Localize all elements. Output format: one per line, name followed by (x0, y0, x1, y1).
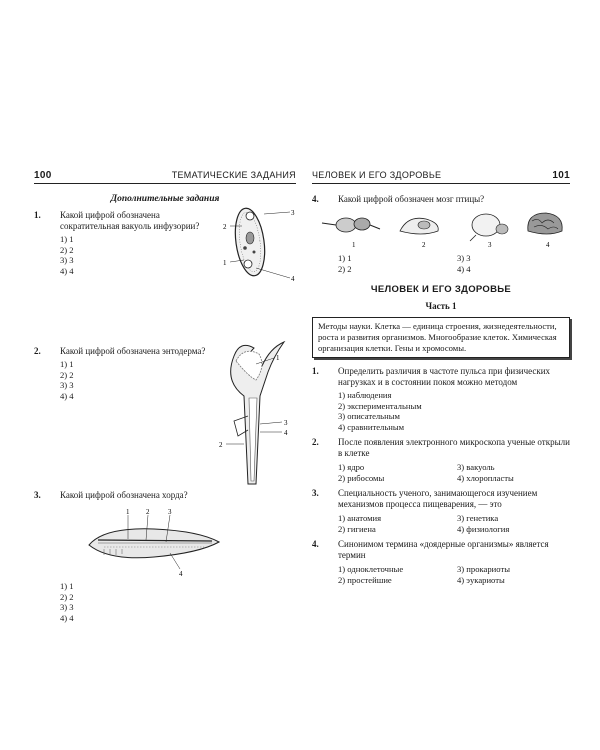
question-text: Какой цифрой обозначена энтодерма? (60, 346, 206, 356)
right-page-header (312, 170, 570, 184)
option[interactable]: 1) наблюдения (338, 390, 392, 400)
brain-3-icon (470, 214, 508, 241)
figure-label: 2 (422, 241, 426, 249)
subheading: Дополнительные задания (110, 194, 220, 204)
option[interactable]: 3) 3 (457, 253, 471, 263)
brains-figure (316, 209, 566, 251)
brain-1-icon (322, 218, 380, 232)
option[interactable]: 4) 4 (60, 390, 74, 401)
question-text: Какой цифрой обозначена хорда? (60, 490, 188, 500)
figure-label: 1 (126, 508, 130, 516)
question-number: 4. (312, 539, 319, 549)
running-header: ЧЕЛОВЕК И ЕГО ЗДОРОВЬЕ (312, 170, 442, 180)
option[interactable]: 1) 1 (60, 359, 74, 369)
figure-label: 2 (223, 223, 227, 231)
option[interactable]: 4) 4 (457, 263, 471, 274)
topic-box: Методы науки. Клетка — единица строения, жизнедеятельности, роста и развития организмов. Многообразие клеток. Химическая организация клетки. Гены и хромосомы. (312, 317, 570, 358)
answer-options (338, 390, 570, 432)
lancelet-figure (84, 507, 224, 577)
answer-options (338, 462, 570, 483)
answer-options (338, 564, 570, 585)
figure-label: 3 (291, 209, 295, 217)
option[interactable]: 3) генетика (457, 513, 499, 523)
question-text: Определить различия в частоте пульса при физических нагрузках и в состоянии покоя можно методом (338, 366, 551, 387)
part-title: Часть 1 (425, 301, 457, 311)
answer-options (338, 513, 570, 534)
option[interactable]: 4) 4 (60, 612, 74, 623)
option[interactable]: 3) описательным (338, 411, 400, 421)
option[interactable]: 2) экспериментальным (338, 400, 422, 411)
question-1 (312, 366, 570, 432)
option[interactable]: 2) 2 (60, 244, 74, 255)
option[interactable]: 1) 1 (60, 234, 74, 244)
figure-label: 1 (276, 354, 280, 362)
hydra-figure (204, 336, 294, 486)
question-text: Какой цифрой обозначена сократительная вакуоль инфузории? (60, 210, 200, 231)
brain-2-icon (400, 218, 438, 234)
figure-label: 1 (223, 259, 227, 267)
question-number: 1. (34, 210, 41, 220)
figure-label: 4 (546, 241, 550, 249)
figure-label: 4 (291, 275, 295, 282)
figure-label: 1 (352, 241, 356, 249)
option[interactable]: 2) гигиена (338, 523, 376, 534)
option[interactable]: 4) 4 (60, 265, 74, 276)
right-page (312, 170, 570, 590)
question-bird-brain (312, 194, 570, 205)
figure-label: 3 (488, 241, 492, 249)
paramecium-figure (220, 202, 300, 282)
question-text: Какой цифрой обозначен мозг птицы? (338, 194, 485, 204)
option[interactable]: 3) вакуоль (457, 462, 495, 472)
question-text: Синонимом термина «доядерные организмы» является термин (338, 539, 549, 560)
option[interactable]: 3) 3 (60, 380, 74, 390)
question-2 (34, 346, 296, 476)
question-3 (34, 490, 296, 630)
option[interactable]: 2) простейшие (338, 574, 392, 585)
page-number: 100 (34, 170, 52, 181)
question-number: 1. (312, 366, 319, 376)
option[interactable]: 4) физиология (457, 523, 510, 534)
answer-options (60, 581, 296, 623)
option[interactable]: 1) одноклеточные (338, 564, 404, 574)
question-number: 4. (312, 194, 319, 204)
figure-label: 3 (168, 508, 172, 516)
figure-label: 4 (179, 570, 183, 577)
question-number: 2. (34, 346, 41, 356)
option[interactable]: 1) ядро (338, 462, 365, 472)
question-1 (34, 210, 296, 306)
option[interactable]: 2) 2 (338, 263, 352, 274)
option[interactable]: 1) анатомия (338, 513, 382, 523)
option[interactable]: 4) сравнительным (338, 421, 405, 432)
question-number: 2. (312, 437, 319, 447)
section-title: ЧЕЛОВЕК И ЕГО ЗДОРОВЬЕ (370, 284, 512, 295)
question-3 (312, 488, 570, 534)
question-4 (312, 539, 570, 585)
brain-4-icon (528, 213, 562, 234)
question-text: После появления электронного микроскопа ученые открыли в клетке (338, 437, 570, 458)
option[interactable]: 2) рибосомы (338, 472, 385, 483)
left-page (34, 170, 296, 630)
figure-label: 3 (284, 419, 288, 427)
option[interactable]: 4) хлоропласты (457, 472, 514, 483)
question-2 (312, 437, 570, 483)
option[interactable]: 3) прокариоты (457, 564, 510, 574)
page-number: 101 (552, 170, 570, 181)
option[interactable]: 2) 2 (60, 591, 74, 602)
option[interactable]: 3) 3 (60, 602, 74, 612)
figure-label: 4 (284, 429, 288, 437)
answer-options (338, 253, 570, 274)
figure-label: 2 (219, 441, 223, 449)
option[interactable]: 1) 1 (338, 253, 352, 263)
option[interactable]: 4) эукариоты (457, 574, 505, 585)
question-number: 3. (312, 488, 319, 498)
option[interactable]: 3) 3 (60, 255, 74, 265)
question-number: 3. (34, 490, 41, 500)
option[interactable]: 2) 2 (60, 369, 74, 380)
question-text: Специальность ученого, занимающегося изучением механизмов процесса пищеварения, — это (338, 488, 538, 509)
left-page-header (34, 170, 296, 184)
figure-label: 2 (146, 508, 150, 516)
running-header: ТЕМАТИЧЕСКИЕ ЗАДАНИЯ (171, 170, 296, 180)
option[interactable]: 1) 1 (60, 581, 74, 591)
